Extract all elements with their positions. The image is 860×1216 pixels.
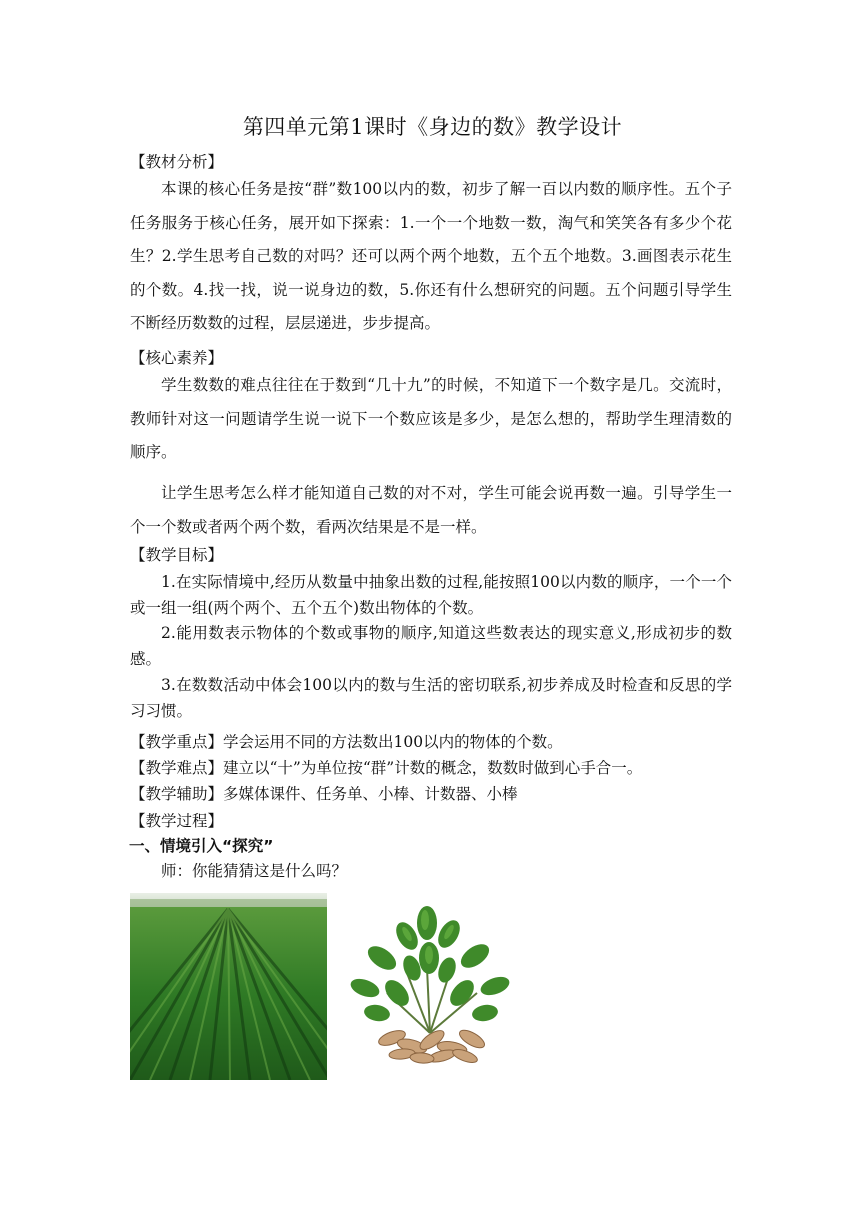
- teacher-question: 师：你能猜猜这是什么吗？: [161, 862, 348, 880]
- teaching-key-point: 【教学重点】学会运用不同的方法数出100以内的物体的个数。: [130, 733, 563, 751]
- core-literacy-paragraph-2: 让学生思考怎么样才能知道自己数的对不对，学生可能会说再数一遍。引导学生一个一个数或者两个两个数，看两次结果是不是一样。: [130, 484, 732, 536]
- teaching-goal-2: 2.能用数表示物体的个数或事物的顺序,知道这些数表达的现实意义,形成初步的数感。: [130, 624, 732, 668]
- section-heading-teaching-goals: 【教学目标】: [130, 546, 224, 564]
- section-heading-textbook-analysis: 【教材分析】: [130, 153, 224, 171]
- teaching-goal-3: 3.在数数活动中体会100以内的数与生活的密切联系,初步养成及时检查和反思的学习习惯。: [130, 676, 732, 720]
- core-literacy-paragraph-1: 学生数数的难点往往在于数到“几十九”的时候，不知道下一个数字是几。交流时，教师针对这一问题请学生说一说下一个数应该是多少，是怎么想的，帮助学生理清数的顺序。: [130, 376, 732, 461]
- peanut-plant-photo: [337, 898, 523, 1068]
- section-heading-teaching-process: 【教学过程】: [130, 812, 224, 830]
- section-heading-core-literacy: 【核心素养】: [130, 349, 224, 367]
- peanut-field-photo: [130, 893, 327, 1080]
- document-title: 第四单元第1课时《身边的数》教学设计: [242, 115, 623, 139]
- teaching-difficulty: 【教学难点】建立以“十”为单位按“群”计数的概念，数数时做到心手合一。: [130, 759, 643, 777]
- part-1-heading: 一、情境引入“探究”: [129, 837, 274, 855]
- textbook-analysis-paragraph: 本课的核心任务是按“群”数100以内的数，初步了解一百以内数的顺序性。五个子任务服务于核心任务，展开如下探索：1.一个一个地数一数，淘气和笑笑各有多少个花生？2.学生思考自己数的对吗？还可以两个两个地数，五个五个地数。3.画图表示花生的个数。4.找一找，说一说身边的数，5.你还有什么想研究的问题。五个问题引导学生不断经历数数的过程，层层递进，步步提高。: [130, 180, 732, 332]
- teaching-aids: 【教学辅助】多媒体课件、任务单、小棒、计数器、小棒: [130, 785, 518, 803]
- teaching-goal-1: 1.在实际情境中,经历从数量中抽象出数的过程,能按照100以内数的顺序，一个一个或一组一组(两个两个、五个五个)数出物体的个数。: [130, 573, 732, 617]
